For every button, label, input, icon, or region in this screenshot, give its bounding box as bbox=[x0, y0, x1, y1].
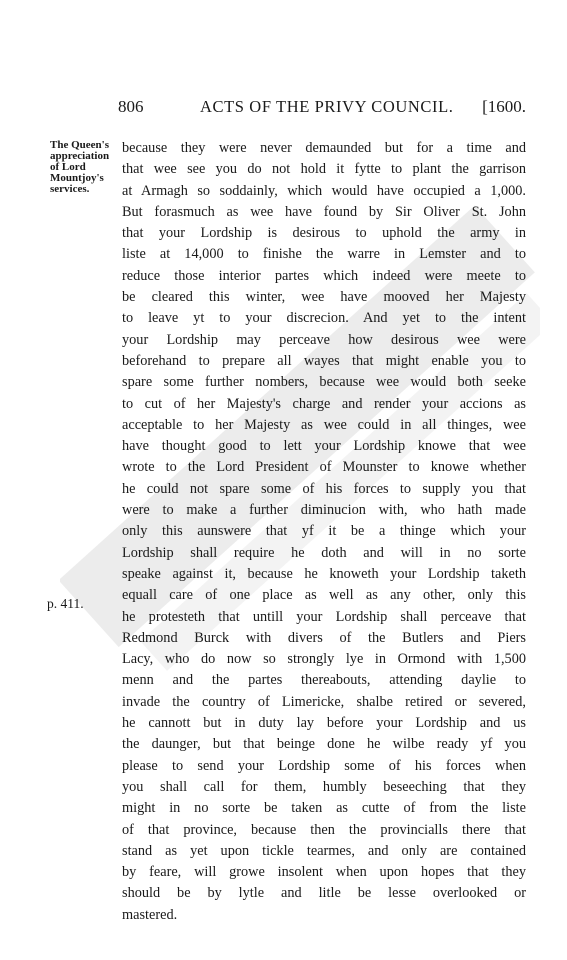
text-line: should be by lytle and litle be lesse overlooked or bbox=[122, 885, 526, 902]
text-line: But forasmuch as wee have found by Sir Oliver St. John bbox=[122, 203, 526, 220]
text-line: he protesteth that untill your Lordship shall perceave that bbox=[122, 608, 526, 625]
text-line: he cannott but in duty lay before your Lordship and us bbox=[122, 715, 526, 732]
margin-page-reference: p. 411. bbox=[47, 596, 84, 611]
text-line: at Armagh so soddainly, which would have occupied a 1,000. bbox=[122, 182, 526, 199]
text-line: were to make a further diminucion with, who hath made bbox=[122, 502, 526, 519]
text-line: acceptable to her Majesty as wee could in all thinges, wee bbox=[122, 416, 526, 433]
text-line: that your Lordship is desirous to uphold the army in bbox=[122, 225, 526, 242]
text-line: Redmond Burck with divers of the Butlers and Piers bbox=[122, 629, 526, 646]
marginal-sidenote bbox=[50, 140, 112, 195]
text-line: spare some further nombers, because wee would both seeke bbox=[122, 374, 526, 391]
text-line: Lacy, who do now so strongly lye in Ormond with 1,500 bbox=[122, 651, 526, 668]
text-line: please to send your Lordship some of his forces when bbox=[122, 757, 526, 774]
text-line: stand as yet upon tickle tearmes, and only are contained bbox=[122, 842, 526, 859]
text-line: the daunger, but that beinge done he wilbe ready yf you bbox=[122, 736, 526, 753]
text-line: have thought good to lett your Lordship knowe that wee bbox=[122, 438, 526, 455]
text-line: only this aunswere that yf it be a thinge which your bbox=[122, 523, 526, 540]
text-line: you shall call for them, humbly beseeching that they bbox=[122, 778, 526, 795]
sidenote-line: services. bbox=[50, 183, 90, 195]
text-line: Lordship shall require he doth and will in no sorte bbox=[122, 544, 526, 561]
text-line: beforehand to prepare all wayes that might enable you to bbox=[122, 352, 526, 369]
page-number: 806 bbox=[118, 97, 144, 116]
text-line: because they were never demaunded but for a time and bbox=[122, 140, 526, 156]
text-line: speake against it, because he knoweth your Lordship taketh bbox=[122, 565, 526, 582]
sidenote-line: The Queen's bbox=[50, 139, 109, 151]
running-title: ACTS OF THE PRIVY COUNCIL. bbox=[200, 97, 454, 116]
text-line: mastered. bbox=[122, 906, 178, 923]
text-line: wrote to the Lord President of Mounster to knowe whether bbox=[122, 459, 526, 476]
text-line: equall care of one place as well as any other, only this bbox=[122, 587, 526, 604]
sidenote-line: appreciation bbox=[50, 150, 110, 162]
text-line: he could not spare some of his forces to supply you that bbox=[122, 480, 526, 497]
sidenote-line: of Lord bbox=[50, 161, 86, 173]
running-header bbox=[118, 97, 526, 121]
text-line: of that province, because then the provincialls there that bbox=[122, 821, 526, 838]
text-line: by feare, will growe insolent when upon hopes that they bbox=[122, 864, 526, 881]
text-line: that wee see you do not hold it fytte to plant the garrison bbox=[122, 161, 526, 178]
header-year: [1600. bbox=[482, 97, 526, 116]
text-line: to cut of her Majesty's charge and render your accions as bbox=[122, 395, 526, 412]
body-text bbox=[122, 138, 526, 926]
text-line: liste at 14,000 to finishe the warre in Lemster and to bbox=[122, 246, 526, 263]
sidenote-line: Mountjoy's bbox=[50, 172, 104, 184]
text-line: menn and the partes thereabouts, attending daylie to bbox=[122, 672, 526, 689]
text-line: might in no sorte be taken as cutte of from the liste bbox=[122, 800, 526, 817]
text-line: reduce those interior partes which indeed were meete to bbox=[122, 267, 526, 284]
text-line: to leave yt to your discrecion. And yet to the intent bbox=[122, 310, 526, 327]
text-line: your Lordship may perceave how desirous wee were bbox=[122, 331, 526, 348]
text-line: be cleared this winter, wee have mooved her Majesty bbox=[122, 289, 526, 306]
text-line: invade the country of Limericke, shalbe retired or severed, bbox=[122, 693, 526, 710]
